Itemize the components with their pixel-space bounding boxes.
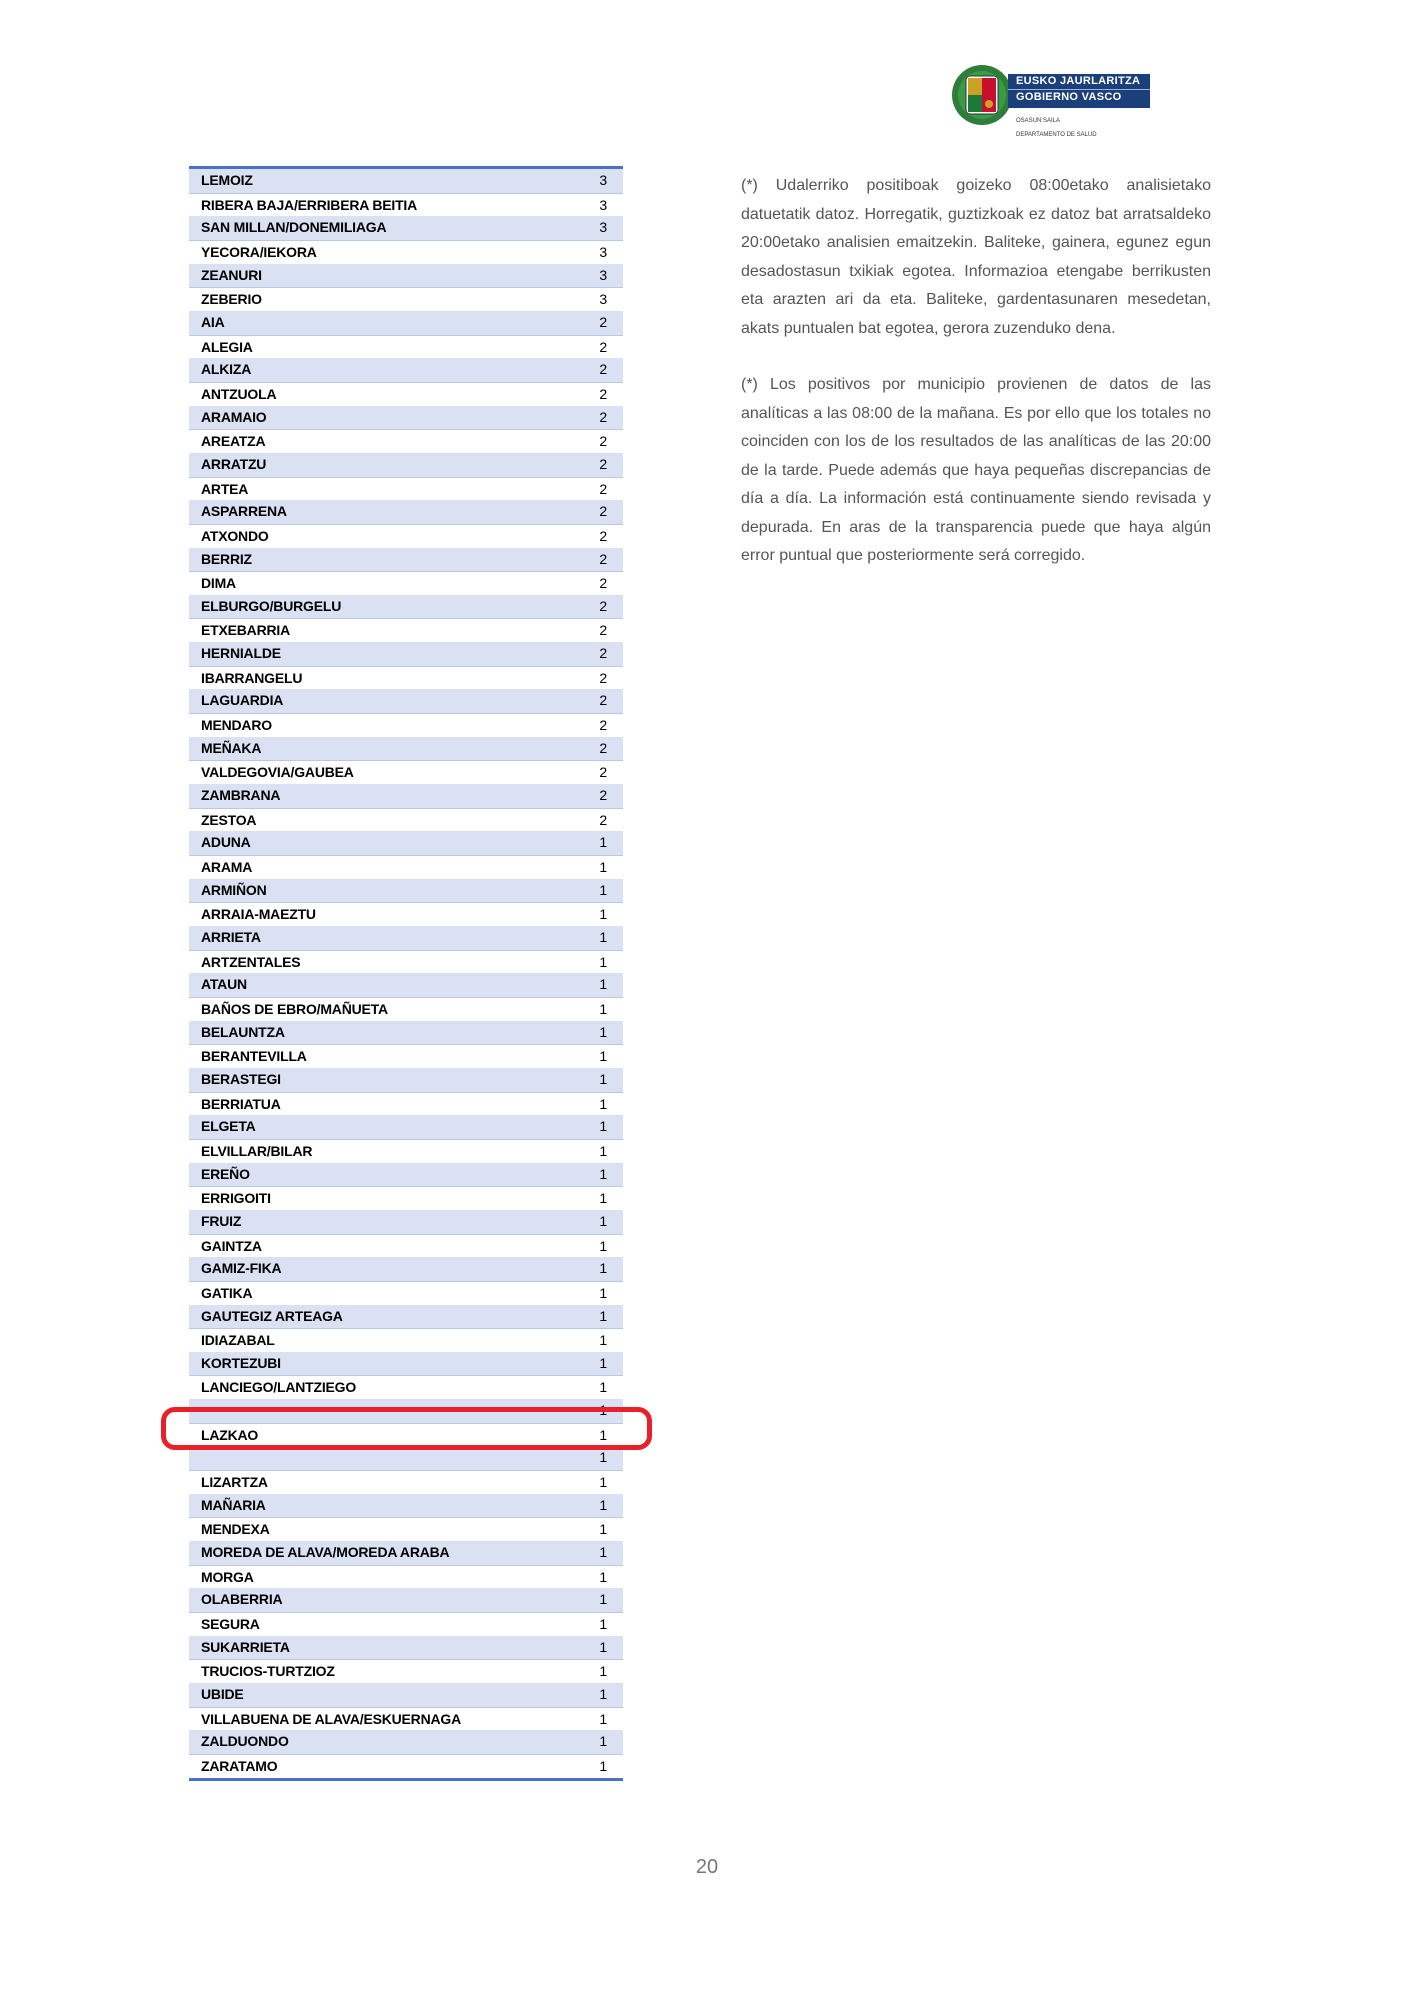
table-row	[189, 1683, 623, 1707]
table-row	[189, 1163, 623, 1187]
municipality-name: KORTEZUBI	[201, 1354, 281, 1371]
municipality-name: ZESTOA	[201, 811, 257, 828]
case-count: 1	[599, 1521, 607, 1538]
case-count: 3	[599, 266, 607, 283]
table-row	[189, 1092, 623, 1116]
municipality-name: AIA	[201, 313, 225, 330]
table-row	[189, 1234, 623, 1258]
case-count: 1	[599, 881, 607, 898]
table-row	[189, 548, 623, 572]
case-count: 2	[599, 717, 607, 734]
municipality-name: AREATZA	[201, 433, 266, 450]
municipality-name: HERNIALDE	[201, 645, 281, 662]
table-row	[189, 1068, 623, 1092]
case-count: 1	[599, 1733, 607, 1750]
table-row	[189, 1470, 623, 1494]
municipality-name: ANTZUOLA	[201, 385, 277, 402]
municipality-name: SAN MILLAN/DONEMILIAGA	[201, 219, 387, 236]
table-row	[189, 760, 623, 784]
table-row	[189, 950, 623, 974]
municipality-name: MENDARO	[201, 717, 272, 734]
municipality-name: BERANTEVILLA	[201, 1048, 307, 1065]
municipality-name: ZEBERIO	[201, 291, 262, 308]
municipality-name: ELVILLAR/BILAR	[201, 1142, 313, 1159]
municipality-name: VILLABUENA DE ALAVA/ESKUERNAGA	[201, 1710, 462, 1727]
header-logo	[950, 62, 1150, 146]
case-count: 1	[599, 1496, 607, 1513]
case-count: 2	[599, 433, 607, 450]
municipality-name: VALDEGOVIA/GAUBEA	[201, 764, 354, 781]
department-line-1: OSASUN SAILA	[1016, 118, 1061, 124]
table-row	[189, 1612, 623, 1636]
table-row	[189, 1044, 623, 1068]
municipality-name: LAZKAO	[201, 1426, 259, 1443]
municipality-name: BAÑOS DE EBRO/MAÑUETA	[201, 1000, 388, 1017]
municipality-name: GAMIZ-FIKA	[201, 1260, 282, 1277]
case-count: 2	[599, 408, 607, 425]
table-row	[189, 264, 623, 288]
table-row	[189, 1707, 623, 1731]
table-row	[189, 831, 623, 855]
case-count: 1	[599, 1474, 607, 1491]
department-label	[1016, 114, 1097, 142]
table-row	[189, 642, 623, 666]
case-count: 1	[599, 834, 607, 851]
table-row	[189, 689, 623, 713]
table-row	[189, 311, 623, 335]
case-count: 2	[599, 527, 607, 544]
municipality-name: ARAMAIO	[201, 408, 267, 425]
table-row	[189, 240, 623, 264]
case-count: 2	[599, 669, 607, 686]
municipality-name: MOREDA DE ALAVA/MOREDA ARABA	[201, 1544, 450, 1561]
table-row	[189, 997, 623, 1021]
logo-line-1: EUSKO JAURLARITZA	[1008, 74, 1150, 90]
municipality-name: IDIAZABAL	[201, 1332, 275, 1349]
case-count: 2	[599, 455, 607, 472]
case-count: 1	[599, 1260, 607, 1277]
table-row	[189, 808, 623, 832]
table-row	[189, 1636, 623, 1660]
case-count: 1	[599, 1332, 607, 1349]
table-row	[189, 382, 623, 406]
case-count: 1	[599, 1638, 607, 1655]
case-count: 2	[599, 361, 607, 378]
note-spanish: (*) Los positivos por municipio provienen de datos de las analíticas a las 08:00 de la mañana. Es por ello que los totales no coinciden con los de los resultados de las analíticas de las 20:00 de la tarde. Puede además que haya pequeñas discrepancias de día a día. La información está continuamente siendo revisada y depurada. En aras de la transparencia puede que haya algún error puntual que posteriormente será corregido.	[741, 376, 1211, 564]
table-row	[189, 1659, 623, 1683]
municipality-name: YECORA/IEKORA	[201, 243, 317, 260]
table-row	[189, 358, 623, 382]
municipality-name: LEMOIZ	[201, 172, 253, 188]
case-count: 3	[599, 219, 607, 236]
municipality-name: IBARRANGELU	[201, 669, 303, 686]
table-row	[189, 1139, 623, 1163]
case-count: 1	[599, 1757, 607, 1774]
municipality-name: DIMA	[201, 575, 236, 592]
table-row	[189, 1352, 623, 1376]
case-count: 1	[599, 953, 607, 970]
case-count: 2	[599, 385, 607, 402]
municipality-name: BELAUNTZA	[201, 1023, 285, 1040]
municipality-name: GAINTZA	[201, 1237, 262, 1254]
table-row	[189, 855, 623, 879]
case-count: 2	[599, 575, 607, 592]
table-row	[189, 1517, 623, 1541]
notes-section	[741, 172, 1211, 599]
logo-wordmark	[1008, 74, 1150, 108]
case-count: 2	[599, 645, 607, 662]
municipality-name: ARTEA	[201, 480, 249, 497]
municipality-name: ASPARRENA	[201, 503, 287, 520]
case-count: 1	[599, 1190, 607, 1207]
case-count: 1	[599, 1048, 607, 1065]
table-row	[189, 1210, 623, 1234]
case-count: 1	[599, 1165, 607, 1182]
municipality-name: GATIKA	[201, 1284, 253, 1301]
case-count: 1	[599, 1095, 607, 1112]
municipality-name: BERRIATUA	[201, 1095, 281, 1112]
case-count: 2	[599, 313, 607, 330]
table-row	[189, 1588, 623, 1612]
table-row	[189, 287, 623, 311]
case-count: 3	[599, 196, 607, 213]
table-row	[189, 335, 623, 359]
case-count: 1	[599, 1544, 607, 1561]
case-count: 1	[599, 1142, 607, 1159]
department-line-2: DEPARTAMENTO DE SALUD	[1016, 132, 1097, 138]
table-row	[189, 902, 623, 926]
case-count: 3	[599, 243, 607, 260]
table-row	[189, 1730, 623, 1754]
case-count: 1	[599, 929, 607, 945]
municipality-name: ERRIGOITI	[201, 1190, 271, 1207]
municipality-cases-table	[189, 166, 623, 1781]
municipality-name: UBIDE	[201, 1686, 244, 1702]
municipality-name: MENDEXA	[201, 1521, 270, 1538]
table-row	[189, 1281, 623, 1305]
case-count: 2	[599, 787, 607, 804]
highlight-box	[161, 1407, 652, 1450]
municipality-name: ADUNA	[201, 834, 251, 851]
case-count: 2	[599, 338, 607, 355]
case-count: 1	[599, 1426, 607, 1443]
municipality-name: LIZARTZA	[201, 1474, 268, 1491]
case-count: 1	[599, 1354, 607, 1371]
municipality-name: ELGETA	[201, 1118, 256, 1135]
municipality-name: MEÑAKA	[201, 739, 262, 756]
table-row	[189, 1186, 623, 1210]
case-count: 2	[599, 811, 607, 828]
table-row	[189, 216, 623, 240]
page-number: 20	[695, 1856, 719, 1878]
table-row	[189, 406, 623, 430]
case-count: 1	[599, 1070, 607, 1087]
table-row	[189, 973, 623, 997]
case-count: 1	[599, 1379, 607, 1396]
municipality-name: MAÑARIA	[201, 1496, 266, 1513]
municipality-name: SEGURA	[201, 1616, 260, 1633]
municipality-name: ELBURGO/BURGELU	[201, 597, 342, 614]
municipality-name: LANCIEGO/LANTZIEGO	[201, 1379, 357, 1396]
case-count: 3	[599, 172, 607, 188]
municipality-name: ARAMA	[201, 859, 253, 876]
municipality-name: GAUTEGIZ ARTEAGA	[201, 1307, 343, 1324]
table-row	[189, 429, 623, 453]
case-count: 1	[599, 1212, 607, 1229]
case-count: 1	[599, 1449, 607, 1466]
municipality-name: ARMIÑON	[201, 881, 267, 898]
table-row	[189, 1565, 623, 1589]
municipality-name: ATAUN	[201, 976, 247, 993]
case-count: 1	[599, 1284, 607, 1301]
case-count: 2	[599, 550, 607, 567]
table-row	[189, 879, 623, 903]
municipality-name: ATXONDO	[201, 527, 269, 544]
table-row	[189, 666, 623, 690]
table-row	[189, 926, 623, 950]
table-row	[189, 1115, 623, 1139]
municipality-name: ARRAIA-MAEZTU	[201, 906, 316, 923]
municipality-name: ARRATZU	[201, 455, 267, 472]
case-count: 2	[599, 480, 607, 497]
case-count: 2	[599, 503, 607, 520]
case-count: 2	[599, 597, 607, 614]
municipality-name: BERASTEGI	[201, 1070, 281, 1087]
municipality-name: ALEGIA	[201, 338, 253, 355]
table-row	[189, 1328, 623, 1352]
case-count: 1	[599, 1686, 607, 1702]
municipality-name: ZEANURI	[201, 266, 262, 283]
table-row	[189, 784, 623, 808]
case-count: 1	[599, 1118, 607, 1135]
case-count: 1	[599, 1568, 607, 1585]
case-count: 2	[599, 622, 607, 639]
coat-of-arms-icon	[950, 64, 1014, 126]
case-count: 1	[599, 1710, 607, 1727]
table-row	[189, 1021, 623, 1045]
note-basque: (*) Udalerriko positiboak goizeko 08:00etako analisietako datuetatik datoz. Horregatik, guztizkoak ez datoz bat arratsaldeko 20:00etako analisien emaitzekin. Baliteke, gainera, egunez egun desadostasun txikiak egotea. Informazioa etengabe berrikusten eta arazten ari da eta. Baliteke, gardentasunaren mesedetan, akats puntualen bat egotea, gerora zuzenduko dena.	[741, 177, 1211, 337]
municipality-name: ZALDUONDO	[201, 1733, 289, 1750]
municipality-name: OLABERRIA	[201, 1591, 283, 1608]
municipality-name: RIBERA BAJA/ERRIBERA BEITIA	[201, 196, 418, 213]
table-row	[189, 1541, 623, 1565]
case-count: 1	[599, 1023, 607, 1040]
case-count: 1	[599, 1591, 607, 1608]
table-row	[189, 193, 623, 217]
case-count: 2	[599, 764, 607, 781]
table-row	[189, 618, 623, 642]
municipality-name: SUKARRIETA	[201, 1638, 290, 1655]
municipality-name: ARTZENTALES	[201, 953, 301, 970]
municipality-name: ARRIETA	[201, 929, 261, 945]
table-row	[189, 453, 623, 477]
table-row	[189, 477, 623, 501]
municipality-name: LAGUARDIA	[201, 692, 284, 709]
municipality-name: BERRIZ	[201, 550, 252, 567]
municipality-name: ZARATAMO	[201, 1757, 278, 1774]
table-row	[189, 1494, 623, 1518]
municipality-name: TRUCIOS-TURTZIOZ	[201, 1663, 335, 1680]
municipality-name: ZAMBRANA	[201, 787, 281, 804]
table-row	[189, 1375, 623, 1399]
table-row	[189, 571, 623, 595]
municipality-name: ETXEBARRIA	[201, 622, 291, 639]
table-row	[189, 1754, 623, 1778]
case-count: 1	[599, 976, 607, 993]
case-count: 1	[599, 906, 607, 923]
municipality-name: FRUIZ	[201, 1212, 242, 1229]
table-row	[189, 595, 623, 619]
case-count: 1	[599, 1237, 607, 1254]
table-row	[189, 713, 623, 737]
case-count: 3	[599, 291, 607, 308]
table-row	[189, 524, 623, 548]
case-count: 1	[599, 1307, 607, 1324]
municipality-name: MORGA	[201, 1568, 254, 1585]
table-row	[189, 169, 623, 193]
case-count: 2	[599, 739, 607, 756]
case-count: 1	[599, 1000, 607, 1017]
table-row	[189, 500, 623, 524]
case-count: 1	[599, 1663, 607, 1680]
table-row	[189, 1257, 623, 1281]
table-row	[189, 737, 623, 761]
municipality-name: EREÑO	[201, 1165, 250, 1182]
case-count: 2	[599, 692, 607, 709]
table-row	[189, 1305, 623, 1329]
case-count: 1	[599, 1616, 607, 1633]
municipality-name: ALKIZA	[201, 361, 252, 378]
logo-line-2: GOBIERNO VASCO	[1016, 91, 1122, 103]
case-count: 1	[599, 1402, 607, 1419]
case-count: 1	[599, 859, 607, 876]
